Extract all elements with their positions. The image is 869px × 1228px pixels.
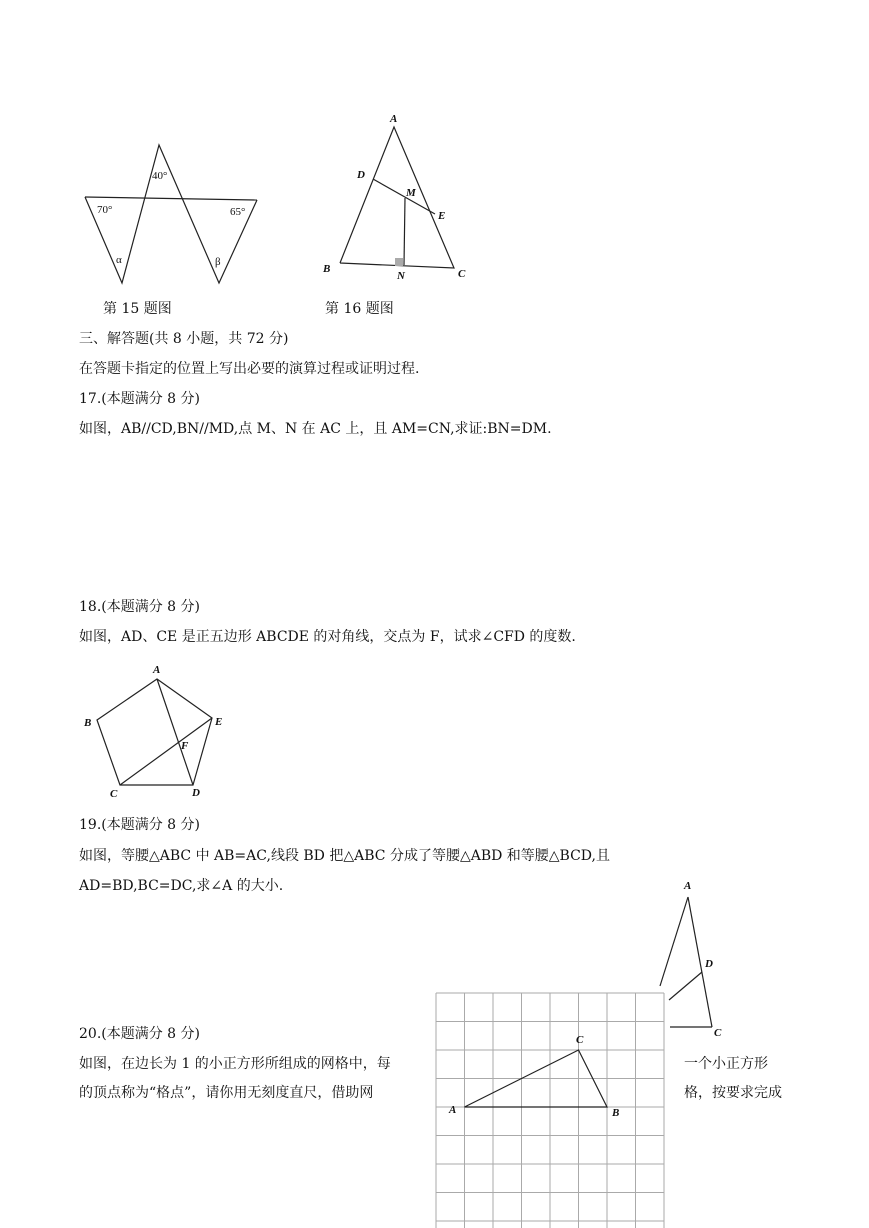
section-3-instruction: 在答题卡指定的位置上写出必要的演算过程或证明过程. xyxy=(79,361,420,377)
point-A-label: A xyxy=(449,1104,457,1116)
problem-17-header: 17.(本题满分 8 分) xyxy=(79,391,200,407)
grid-lines xyxy=(436,993,664,1228)
problem-20-text-line-2-left: 的顶点称为“格点”，请你用无刻度直尺，借助网 xyxy=(79,1085,374,1101)
angle-beta-label: β xyxy=(215,256,221,268)
problem-19-text-line-2: AD=BD,BC=DC,求∠A 的大小. xyxy=(79,878,284,894)
point-E-label: E xyxy=(215,716,223,728)
right-angle-mark xyxy=(395,258,403,266)
angle-70-label: 70° xyxy=(97,204,113,216)
figure-16 xyxy=(318,110,478,285)
point-C-label: C xyxy=(714,1027,722,1039)
point-M-label: M xyxy=(406,187,416,199)
point-F-label: F xyxy=(181,740,189,752)
angle-65-label: 65° xyxy=(230,206,246,218)
problem-19-header: 19.(本题满分 8 分) xyxy=(79,817,200,833)
problem-18-text: 如图，AD、CE 是正五边形 ABCDE 的对角线，交点为 F，试求∠CFD 的度数. xyxy=(79,629,576,645)
point-D-label: D xyxy=(357,169,365,181)
point-B-label: B xyxy=(323,263,331,275)
point-C-label: C xyxy=(458,268,466,280)
problem-20-header: 20.(本题满分 8 分) xyxy=(79,1026,200,1042)
point-N-label: N xyxy=(397,270,405,282)
point-C-label: C xyxy=(576,1034,584,1046)
figure-15 xyxy=(78,138,268,288)
point-B-label: B xyxy=(84,717,92,729)
point-D-label: D xyxy=(705,958,713,970)
point-A-label: A xyxy=(390,113,398,125)
problem-20-text-line-1-left: 如图，在边长为 1 的小正方形所组成的网格中，每 xyxy=(79,1056,391,1072)
angle-alpha-label: α xyxy=(116,254,122,266)
angle-40-label: 40° xyxy=(152,170,168,182)
section-3-heading: 三、解答题(共 8 小题，共 72 分) xyxy=(79,331,289,347)
problem-20-text-line-2-right: 格，按要求完成 xyxy=(684,1085,782,1101)
problem-18-header: 18.(本题满分 8 分) xyxy=(79,599,200,615)
point-E-label: E xyxy=(438,210,446,222)
problem-17-text: 如图，AB//CD,BN//MD,点 M、N 在 AC 上，且 AM=CN,求证:BN=DM. xyxy=(79,421,552,437)
point-A-label: A xyxy=(684,880,692,892)
problem-20-text-line-1-right: 一个小正方形 xyxy=(684,1056,768,1072)
figure-20-grid xyxy=(436,993,666,1228)
problem-19-text-line-1: 如图，等腰△ABC 中 AB=AC,线段 BD 把△ABC 分成了等腰△ABD 和等腰△BCD,且 xyxy=(79,848,610,864)
figure-18-pentagon xyxy=(80,663,240,803)
point-C-label: C xyxy=(110,788,118,800)
point-A-label: A xyxy=(153,664,161,676)
point-B-label: B xyxy=(612,1107,620,1119)
figure-15-caption: 第 15 题图 xyxy=(103,301,172,317)
figure-19 xyxy=(655,878,735,1040)
point-D-label: D xyxy=(192,787,200,799)
figure-16-caption: 第 16 题图 xyxy=(325,301,394,317)
